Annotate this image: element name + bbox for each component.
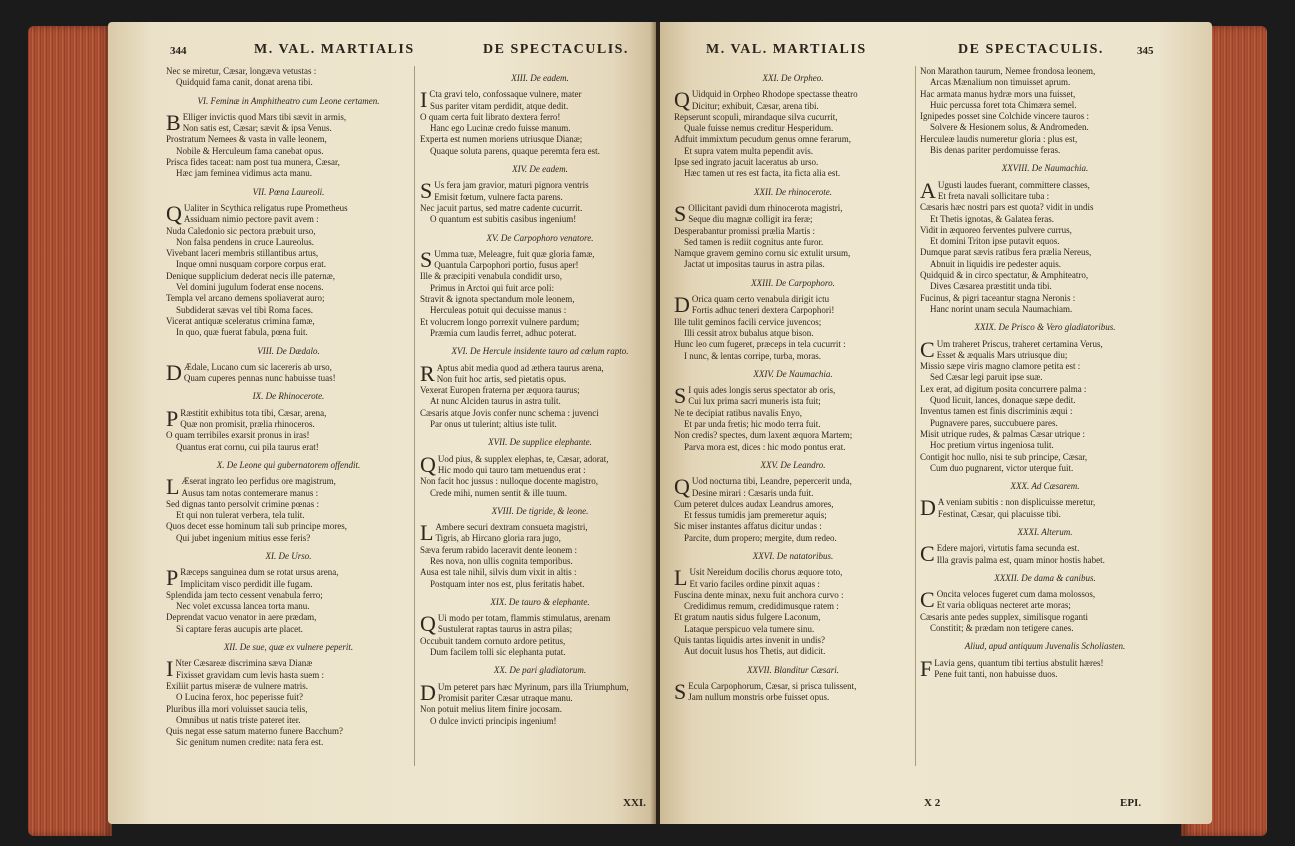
verse-line: Res nova, non ullis cognita temporibus. — [430, 555, 573, 566]
verse-line: Festinat, Cæsar, qui placuisse tibi. — [937, 508, 1061, 519]
verse-line: Aut docuit lusus hos Thetis, aut didicit. — [684, 646, 826, 657]
drop-capital: F — [920, 655, 933, 681]
verse-line: Hæc tamen ut res est facta, ita ficta alia est. — [684, 168, 841, 179]
verse-line: S I quis ades longis serus spectator ab oris, — [674, 383, 836, 409]
verse-line: Sustulerat raptas taurus in astra pilas; — [437, 624, 573, 635]
epigram-text — [420, 89, 656, 157]
epigram-text — [420, 522, 656, 590]
epigram-text — [420, 246, 656, 339]
verse-line: Abnuit in liquidis ire pedester aquis. — [930, 258, 1061, 269]
verse-line: Lataque perspicuo vela tumere sinu. — [684, 623, 815, 634]
verse-line: Solvere & Hesionem solus, & Andromeden. — [930, 122, 1089, 133]
drop-capital: Q — [420, 611, 436, 637]
verse-line: Ignipedes posset sine Colchide vincere tauros : — [920, 111, 1089, 122]
verse-line: Ille tulit geminos facili cervice juvencos; — [674, 316, 822, 327]
drop-capital: I — [420, 87, 428, 113]
epigram-title: XV. De Carpophoro venatore. — [486, 232, 594, 243]
verse-line: Hanc norint unam secula Naumachiam. — [930, 303, 1073, 314]
verse-line: Fuscina dente minax, nexu fuit anchora curvo : — [674, 589, 844, 600]
drop-capital: I — [166, 656, 174, 682]
verse-line: C Um traheret Priscus, traheret certamina Verus, — [920, 336, 1103, 362]
verse-line: Hæc jam feminea vidimus acta manu. — [176, 168, 312, 179]
epigram-text — [920, 497, 1170, 520]
verse-line: Misit utrique rudes, & palmas Cæsar utrique : — [920, 428, 1085, 439]
verse-line: Sic genitum numen credite: nata fera est. — [176, 737, 324, 748]
verse-line: O dulce invicti principis ingenium! — [430, 715, 557, 726]
verse-line: Repserunt scopuli, mirandaque silva cucurrit, — [674, 111, 838, 122]
epigram-text — [166, 658, 411, 748]
verse-line: Vexerat Europen fraterna per æquora taurus; — [420, 385, 580, 396]
verse-line: I Cta gravi telo, confossaque vulnere, mater — [420, 87, 582, 113]
drop-capital: S — [674, 678, 687, 704]
epigram-title: XI. De Urso. — [265, 550, 312, 561]
verse-line: Cum duo pugnarent, victor uterque fuit. — [930, 462, 1074, 473]
verse-line: C Edere majori, virtutis fama secunda est. — [920, 541, 1080, 567]
verse-line: Non facit hoc jussus : nulloque docente magistro, — [420, 476, 598, 487]
verse-line: D Um peteret pars hæc Myrinum, pars illa Triumphum, — [420, 679, 629, 705]
drop-capital: D — [420, 679, 436, 705]
verse-line: Par onus ut tulerint; altius iste tulit. — [430, 419, 557, 430]
epigram-text — [674, 89, 912, 179]
right-page-column-2 — [920, 66, 1170, 680]
verse-line: Deprendat vacuo venator in aere prædam, — [166, 612, 317, 623]
verse-line: Et fessus tumidis jam premeretur aquis; — [684, 510, 827, 521]
verse-line: Experta est numen moriens utriusque Dianæ; — [420, 134, 583, 145]
epigram-title: XXIX. De Prisco & Vero gladiatoribus. — [974, 322, 1116, 333]
verse-line: Quidquid & in circo spectatur, & Amphiteatro, — [920, 270, 1089, 281]
verse-line: Non satis est, Cæsar; sævit & ipsa Venus. — [182, 123, 332, 134]
verse-line: Desperabantur promissi prælia Martis : — [674, 225, 815, 236]
verse-line: Vivebant laceri membris stillantibus artus, — [166, 248, 319, 259]
verse-line: Herculeæ laudis numeretur gloria : plus est, — [920, 133, 1078, 144]
verse-line: S Umma tuæ, Meleagre, fuit quæ gloria famæ, — [420, 246, 595, 272]
verse-line: Non Marathon taurum, Nemee frondosa leonem, — [920, 66, 1096, 76]
epigram-text — [674, 200, 912, 271]
verse-line: Denique supplicium dederat necis ille paternæ, — [166, 270, 335, 281]
epigram-text — [166, 405, 411, 453]
drop-capital: R — [420, 360, 435, 386]
verse-line: Et supra vatem multa pependit avis. — [684, 145, 813, 156]
drop-capital: S — [420, 178, 433, 204]
verse-line: Postquam inter nos est, plus feritatis habet. — [430, 578, 585, 589]
right-running-head-author: M. VAL. MARTIALIS — [706, 42, 867, 57]
verse-line: D Ædale, Lucano cum sic lacereris ab urso, — [166, 359, 332, 385]
verse-line: S Us fera jam gravior, maturi pignora ventris — [420, 178, 589, 204]
epigram-text — [420, 613, 656, 658]
epigram-title: XIX. De tauro & elephante. — [490, 596, 590, 607]
verse-line: O quam certa fuit librato dextera ferro! — [420, 111, 561, 122]
verse-line: Nuda Caledonio sic pectora præbuit urso, — [166, 225, 316, 236]
epigram-text — [166, 109, 411, 180]
verse-line: Pene fuit tanti, non habuisse duos. — [934, 668, 1058, 679]
verse-line: Sed tamen is rediit cognitus ante furor. — [684, 236, 824, 247]
epigram-title: XXII. De rhinocerote. — [754, 186, 832, 197]
verse-line: Stravit & ignota spectandum mole leonem, — [420, 294, 575, 305]
drop-capital: Q — [674, 87, 690, 113]
right-running-head-title: DE SPECTACULIS. — [958, 42, 1104, 57]
drop-capital: S — [674, 200, 687, 226]
verse-line: Crede mihi, numen sentit & ille tuum. — [430, 487, 567, 498]
verse-line: Qui jubet ingenium mitius esse feris? — [176, 532, 311, 543]
epigram-text — [166, 476, 411, 544]
epigram-text — [674, 476, 912, 544]
epigram-title: XXVII. Blanditur Cæsari. — [747, 664, 839, 675]
left-page-column-2 — [420, 66, 656, 727]
verse-line: Et freta navali sollicitare tuba : — [937, 190, 1050, 201]
verse-line: Jam nullum monstris orbe fuisset opus. — [688, 692, 830, 703]
verse-line: Omnibus ut natis triste pateret iter. — [176, 714, 301, 725]
open-book — [0, 14, 1295, 832]
verse-line: Sus pariter vitam perdidit, atque dedit. — [430, 100, 569, 111]
verse-line: Inque omni nusquam corpore corpus erat. — [176, 259, 326, 270]
epigram-title: VII. Pœna Laureoli. — [252, 186, 325, 197]
verse-line: Hanc ego Lucinæ credo fuisse manum. — [430, 123, 571, 134]
verse-line: Esset & æqualis Mars utriusque diu; — [936, 349, 1068, 360]
drop-capital: Q — [674, 474, 690, 500]
epigram-title: XXIII. De Carpophoro. — [751, 277, 835, 288]
verse-line: I nunc, & lentas corripe, turba, moras. — [684, 350, 821, 361]
verse-line: In quo, quæ fuerat fabula, pœna fuit. — [176, 327, 308, 338]
epigram-text — [166, 359, 411, 385]
epigram-title: VI. Feminæ in Amphitheatro cum Leone certamen. — [197, 95, 380, 106]
verse-line: Primus in Arctoi qui fuit arce poli: — [430, 282, 554, 293]
verse-line: Et Thetis ignotas, & Galatea feras. — [930, 213, 1055, 224]
epigram-text — [920, 177, 1170, 316]
epigram-title: XXX. Ad Cæsarem. — [1010, 481, 1080, 492]
drop-capital: C — [920, 336, 935, 362]
verse-line: A Ugusti laudes fuerant, committere classes, — [920, 177, 1090, 203]
verse-line: Quale fuisse nemus creditur Hesperidum. — [684, 123, 834, 134]
left-running-head-title: DE SPECTACULIS. — [483, 42, 629, 57]
epigram-title: XXVIII. De Naumachia. — [1001, 163, 1089, 174]
verse-line: Nobile & Herculeum fama canebat opus. — [176, 145, 324, 156]
epigram-text — [674, 678, 912, 704]
epigram-text — [920, 655, 1170, 681]
verse-line: Dicitur; exhibuit, Cæsar, arena tibi. — [691, 100, 819, 111]
verse-line: Sed dignas tanto persolvit crimine pœnas : — [166, 498, 319, 509]
verse-line: Quæ non promisit, prælia rhinoceros. — [180, 419, 315, 430]
drop-capital: C — [920, 587, 935, 613]
verse-line: Ipse sed ingrato jacuit laceratus ab urso. — [674, 157, 819, 168]
drop-capital: D — [166, 359, 182, 385]
verse-line: Pugnavere pares, succubuere pares. — [930, 417, 1058, 428]
verse-line: Præmia cum laudis ferret, adhuc poterat. — [430, 327, 577, 338]
epigram-title: XIII. De eadem. — [511, 73, 569, 83]
right-page-column-1 — [674, 66, 912, 704]
epigram-title: XXXII. De dama & canibus. — [994, 572, 1096, 583]
verse-line: Vicerat antiquæ sceleratus crimina famæ, — [166, 315, 315, 326]
verse-line: O Lucina ferox, hoc peperisse fuit? — [176, 692, 303, 703]
verse-line: Pluribus illa mori voluisset saucia telis, — [166, 703, 308, 714]
verse-line: Q Ualiter in Scythica religatus rupe Prometheus — [166, 200, 348, 226]
verse-line: Non falsa pendens in cruce Laureolus. — [176, 236, 314, 247]
verse-line: Cæsaris ante pedes supplex, similisque roganti — [920, 611, 1088, 622]
verse-line: D A veniam subitis : non displicuisse meretur, — [920, 495, 1096, 521]
verse-line: Occubuit tandem cornuto ardore petitus, — [420, 635, 566, 646]
verse-line: Subdiderat sævas vel tibi Roma faces. — [176, 304, 313, 315]
verse-line: Sæva ferum rabido laceravit dente leonem : — [420, 544, 577, 555]
verse-line: Illa gravis palma est, quam minor hostis habet. — [936, 554, 1105, 565]
signature-mark: X 2 — [924, 797, 941, 809]
epigram-title: XXXI. Alterum. — [1017, 526, 1073, 537]
verse-line: Vidit in æquoreo ferventes pulvere currus, — [920, 224, 1072, 235]
epigram-title: XX. De pari gladiatorum. — [493, 665, 587, 676]
epigram-text — [166, 200, 411, 339]
verse-line: Et qui non tulerat verbera, tela tulit. — [176, 510, 305, 521]
drop-capital: S — [674, 383, 687, 409]
verse-line: L Usit Nereidum docilis chorus æquore toto, — [674, 565, 843, 591]
verse-line: Parcite, dum propero; mergite, dum redeo. — [684, 532, 837, 543]
verse-line: Quis tantas liquidis artes invenit in undis? — [674, 635, 825, 646]
verse-line: Templa vel arcano demens spoliaverat auro; — [166, 293, 325, 304]
right-catchword: EPI. — [1120, 797, 1142, 809]
drop-capital: S — [420, 246, 433, 272]
verse-line: Hac armata manus hydræ mors una fuisset, — [920, 88, 1076, 99]
epigram-title: VIII. De Dædalo. — [257, 345, 320, 356]
left-catchword: XXI. — [623, 797, 646, 809]
epigram-title: IX. De Rhinocerote. — [252, 391, 325, 402]
epigram-text — [420, 180, 656, 225]
verse-line: Illi cessit atrox bubalus atque bison. — [684, 327, 814, 338]
epigram-text — [674, 567, 912, 657]
verse-line: Parva mora est, dices : hic modo pontus erat. — [684, 441, 846, 452]
verse-line: Q Uod pius, & supplex elephas, te, Cæsar, adorat, — [420, 451, 609, 477]
drop-capital: Q — [420, 451, 436, 477]
verse-line: P Ræstitit exhibitus tota tibi, Cæsar, arena, — [166, 405, 327, 431]
epigram-title: Aliud, apud antiquum Juvenalis Scholiasten. — [964, 641, 1126, 652]
drop-capital: Q — [166, 200, 182, 226]
verse-line: Seque diu magnæ colligit ira feræ; — [688, 214, 813, 225]
verse-line: Adfuit immixtum pecudum genus omne ferarum, — [674, 134, 851, 145]
epigram-text — [166, 66, 411, 89]
verse-line: Cum peteret dulces audax Leandrus amores, — [674, 498, 834, 509]
verse-line: Credidimus remum, credidimusque ratem : — [684, 601, 839, 612]
verse-line: Emisit fœtum, vulnere facta parens. — [434, 191, 563, 202]
verse-line: Contigit hoc nullo, nisi te sub principe, Cæsar, — [920, 451, 1088, 462]
verse-line: B Elliger invictis quod Mars tibi sævit in armis, — [166, 109, 347, 135]
verse-line: Ne te decipiat ratibus navalis Enyo, — [674, 407, 802, 418]
verse-line: Implicitam visco perdidit ille fugam. — [180, 578, 313, 589]
right-page — [660, 22, 1212, 824]
epigram-text — [674, 385, 912, 453]
epigram-text — [920, 336, 1170, 475]
verse-line: Quantus erat cornu, cui pila taurus erat! — [176, 441, 319, 452]
verse-line: Sic miser instantes affatus dicitur undas : — [674, 521, 822, 532]
epigram-text — [166, 567, 411, 635]
verse-line: Et volucrem longo porrexit vulnere pardum; — [420, 316, 580, 327]
verse-line: Et vario faciles ordine pinxit aquas : — [689, 578, 820, 589]
verse-line: At nunc Alciden taurus in astra tulit. — [430, 396, 561, 407]
verse-line: Hunc leo cum fugeret, præceps in tela cucurrit : — [674, 339, 846, 350]
drop-capital: D — [674, 292, 690, 318]
epigram-text — [920, 66, 1170, 156]
epigram-title: XXVI. De natatoribus. — [752, 550, 834, 561]
verse-line: Non fuit hoc artis, sed pietatis opus. — [436, 373, 567, 384]
verse-line: Constitit; & prædam non tetigere canes. — [930, 623, 1074, 634]
epigram-title: XIV. De eadem. — [512, 164, 568, 175]
drop-capital: L — [674, 565, 688, 591]
verse-line: Et par unda fretis; hic modo terra fuit. — [684, 419, 821, 430]
epigram-text — [420, 679, 656, 727]
verse-line: Bis denas pariter perdomuisse feras. — [930, 145, 1061, 156]
verse-line: Non potuit melius litem finire jocosam. — [420, 704, 562, 715]
verse-line: Jactat ut impositas taurus in astra pilas. — [684, 259, 825, 270]
verse-line: Vel domini jugulum foderat ense nocens. — [176, 282, 324, 293]
verse-line: Splendida jam tecto cessent venabula ferro; — [166, 589, 323, 600]
verse-line: Dumque parat sævis ratibus fera prælia Nereus, — [920, 247, 1092, 258]
verse-line: C Oncita veloces fugeret cum dama molossos, — [920, 587, 1096, 613]
verse-line: Dives Cæsarea præstitit unda tibi. — [930, 281, 1052, 292]
verse-line: Assiduam nimio pectore pavit avem : — [183, 214, 319, 225]
drop-capital: L — [166, 474, 180, 500]
verse-line: Exiliit partus miseræ de vulnere matris. — [166, 680, 308, 691]
epigram-title: XXV. De Leandro. — [760, 459, 826, 470]
epigram-title: X. De Leone qui gubernatorem offendit. — [216, 459, 361, 470]
verse-line: Cui lux prima sacri muneris ista fuit; — [688, 396, 821, 407]
column-rule — [414, 66, 415, 766]
epigram-text — [420, 360, 656, 431]
drop-capital: D — [920, 495, 936, 521]
verse-line: Quod licuit, lances, donaque sæpe dedit. — [930, 395, 1076, 406]
left-page-number: 344 — [170, 45, 187, 57]
verse-line: Fucinus, & pigri taceantur stagna Neronis : — [920, 292, 1076, 303]
verse-line: F Lavia gens, quantum tibi tertius abstulit hæres! — [920, 655, 1104, 681]
verse-line: Promisit pariter Cæsar utraque manu. — [437, 692, 573, 703]
verse-line: P Ræceps sanguinea dum se rotat ursus arena, — [166, 565, 339, 591]
verse-line: Q Ui modo per totam, flammis stimulatus, arenam — [420, 611, 611, 637]
verse-line: Ausus tam notas contemerare manus : — [181, 487, 319, 498]
epigram-title: XVI. De Hercule insidente tauro ad cœlum rapto. — [451, 346, 629, 357]
epigram-title: XXI. De Orpheo. — [762, 73, 824, 83]
drop-capital: A — [920, 177, 936, 203]
epigram-title: XII. De sue, quæ ex vulnere peperit. — [223, 642, 354, 653]
drop-capital: C — [920, 541, 935, 567]
verse-line: Cæsaris hæc nostri pars est quota? vidit in undis — [920, 202, 1094, 213]
verse-line: Et varia obliquas necteret arte moras; — [936, 600, 1071, 611]
verse-line: Cæsaris atque Jovis confer nunc schema : juvenci — [420, 407, 599, 418]
verse-line: Desine mirari : Cæsaris unda fuit. — [691, 487, 814, 498]
verse-line: R Aptus abit media quod ad æthera taurus arena, — [420, 360, 604, 386]
verse-line: S Ecula Carpophorum, Cæsar, si prisca tulissent, — [674, 678, 857, 704]
verse-line: Q Uidquid in Orpheo Rhodope spectasse theatro — [674, 87, 858, 113]
verse-line: Quidquid fama canit, donat arena tibi. — [176, 77, 313, 88]
epigram-title: XXIV. De Naumachia. — [753, 368, 833, 379]
verse-line: Dum facilem tolli sic elephanta putat. — [430, 647, 566, 658]
verse-line: Si captare feras aucupis arte placet. — [176, 623, 303, 634]
page-edges-left — [28, 26, 112, 836]
verse-line: Missio sæpe viris magno clamore petita est : — [920, 361, 1081, 372]
verse-line: L Ambere securi dextram consueta magistri, — [420, 520, 588, 546]
verse-line: Hic modo qui tauro tam metuendus erat : — [437, 464, 586, 475]
verse-line: O quantum est subitis casibus ingenium! — [430, 214, 577, 225]
verse-line: Namque gravem gemino cornu sic extulit ursum, — [674, 248, 851, 259]
verse-line: Et gratum nautis sidus fulgere Laconum, — [674, 612, 821, 623]
epigram-text — [420, 451, 656, 499]
verse-line: Fortis adhuc teneri dextera Carpophori! — [691, 305, 835, 316]
epigram-text — [674, 294, 912, 362]
verse-line: Prisca fides taceat: nam post tua munera, Cæsar, — [166, 157, 340, 168]
column-rule — [915, 66, 916, 766]
drop-capital: P — [166, 405, 179, 431]
verse-line: Inventus tamen est finis discriminis æqui : — [920, 406, 1073, 417]
drop-capital: B — [166, 109, 181, 135]
verse-line: L Æserat ingrato leo perfidus ore magistrum, — [166, 474, 336, 500]
verse-line: O quam terribiles exarsit pronus in iras! — [166, 430, 310, 441]
verse-line: Non credis? spectes, dum laxent æquora Martem; — [674, 430, 853, 441]
verse-line: D Orica quam certo venabula dirigit ictu — [674, 292, 830, 318]
left-page — [108, 22, 656, 824]
verse-line: Et domini Triton ipse putavit equos. — [930, 236, 1060, 247]
left-page-column-1 — [166, 66, 411, 749]
verse-line: Arcas Mænalium non timuisset aprum. — [930, 77, 1071, 88]
verse-line: Quos decet esse hominum tali sub principe mores, — [166, 521, 347, 532]
drop-capital: P — [166, 565, 179, 591]
right-page-number: 345 — [1137, 45, 1154, 57]
verse-line: Huic percussa foret tota Chimæra semel. — [930, 99, 1077, 110]
verse-line: Prostratum Nemees & vasta in valle leonem, — [166, 134, 327, 145]
verse-line: Fixisset gravidam cum levis hasta suem : — [176, 669, 324, 680]
drop-capital: L — [420, 520, 434, 546]
verse-line: S Ollicitant pavidi dum rhinocerota magistri, — [674, 200, 843, 226]
epigram-text — [920, 543, 1170, 566]
epigram-title: XVII. De supplice elephante. — [488, 437, 592, 448]
verse-line: Sed Cæsar legi paruit ipse suæ. — [930, 372, 1043, 383]
verse-line: Herculeas potuit qui decuisse manus : — [430, 305, 567, 316]
verse-line: Q Uod nocturna tibi, Leandre, pepercerit unda, — [674, 474, 852, 500]
verse-line: Nec volet excussa lancea torta manu. — [176, 601, 310, 612]
epigram-text — [920, 589, 1170, 634]
verse-line: Quam cuperes pennas nunc habuisse tuas! — [183, 373, 336, 384]
verse-line: Nec se miretur, Cæsar, longæva vetustas : — [166, 66, 317, 76]
verse-line: Quis negat esse satum materno funere Bacchum? — [166, 726, 343, 737]
epigram-title: XVIII. De tigride, & leone. — [491, 505, 589, 516]
verse-line: Nec jacuit partus, sed matre cadente cucurrit. — [420, 202, 583, 213]
verse-line: Ausa est tale nihil, silvis dum vixit in altis : — [420, 567, 577, 578]
left-running-head-author: M. VAL. MARTIALIS — [254, 42, 415, 57]
verse-line: Ille & præcipiti venabula condidit urso, — [420, 271, 562, 282]
verse-line: Hoc pretium virtus ingeniosa tulit. — [930, 440, 1054, 451]
verse-line: Quantula Carpophori portio, fusus aper! — [434, 260, 579, 271]
verse-line: I Nter Cæsareæ discrimina sæva Dianæ — [166, 656, 313, 682]
verse-line: Lex erat, ad digitum posita concurrere palma : — [920, 383, 1087, 394]
verse-line: Quaque soluta parens, quaque peremta fera est. — [430, 145, 600, 156]
verse-line: Tigris, ab Hircano gloria rara jugo, — [435, 533, 561, 544]
